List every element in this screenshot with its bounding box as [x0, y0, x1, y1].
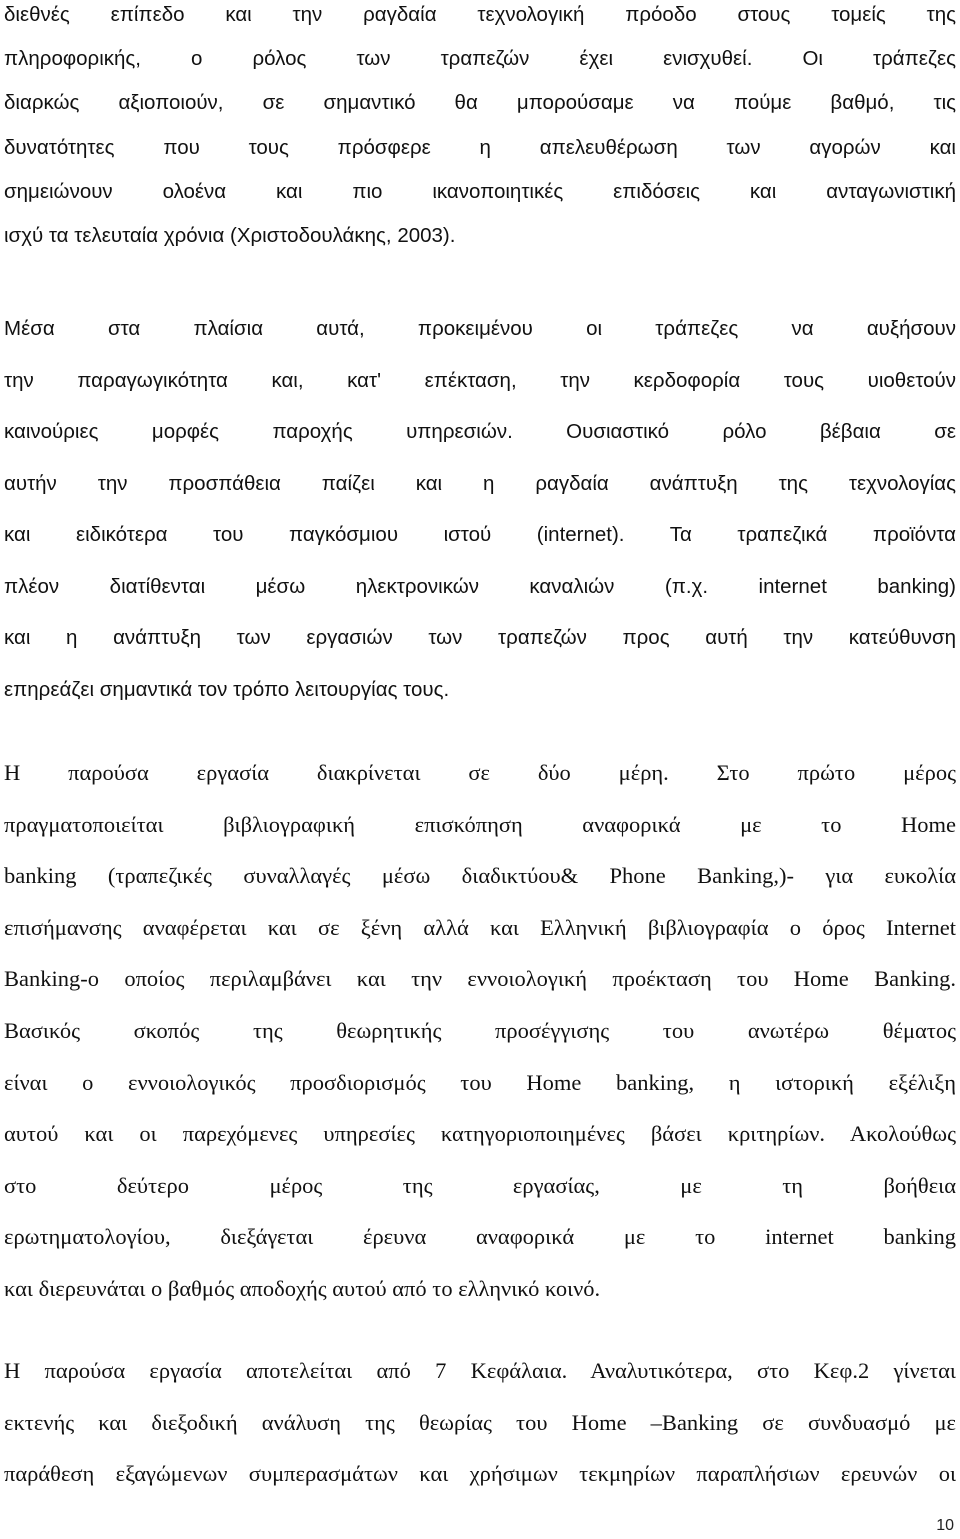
text-line: καινούριες μορφές παροχής υπηρεσιών. Ουσιαστικό ρόλο βέβαια σε — [4, 420, 956, 443]
text-line: Μέσα στα πλαίσια αυτά, προκειμένου οι τράπεζες να αυξήσουν — [4, 317, 956, 340]
text-line: πραγματοποιείται βιβλιογραφική επισκόπηση αναφορικά με το Home — [4, 811, 956, 837]
text-line: Banking-ο οποίος περιλαμβάνει και την εννοιολογική προέκταση του Home Banking. — [4, 966, 956, 992]
text-line: Η παρούσα εργασία αποτελείται από 7 Κεφάλαια. Αναλυτικότερα, στο Κεφ.2 γίνεται — [4, 1358, 956, 1383]
paragraph-1 — [4, 0, 956, 265]
text-line: την παραγωγικότητα και, κατ' επέκταση, την κερδοφορία τους υιοθετούν — [4, 368, 956, 392]
paragraph-2 — [4, 313, 956, 725]
text-line: επηρεάζει σημαντικά τον τρόπο λειτουργίας τους. — [4, 677, 450, 701]
paragraph-3 — [4, 757, 956, 1325]
text-line: στο δεύτερο μέρος της εργασίας, με τη βοήθεια — [4, 1172, 956, 1198]
text-line: παράθεση εξαγώμενων συμπερασμάτων και χρήσιμων τεκμηρίων παραπλήσιων ερευνών οι — [4, 1461, 956, 1486]
text-line: ισχύ τα τελευταία χρόνια (Χριστοδουλάκης, 2003). — [4, 223, 456, 247]
text-line: πλέον διατίθενται μέσω ηλεκτρονικών καναλιών (π.χ. internet banking) — [4, 574, 956, 598]
text-line: και η ανάπτυξη των εργασιών των τραπεζών προς αυτή την κατεύθυνση — [4, 626, 956, 649]
text-line: επισήμανσης αναφέρεται και σε ξένη αλλά και Ελληνική βιβλιογραφία ο όρος Internet — [4, 914, 956, 940]
text-line: ερωτηματολογίου, διεξάγεται έρευνα αναφορικά με το internet banking — [4, 1224, 956, 1250]
page-number: 10 — [936, 1517, 954, 1534]
text-line: εκτενής και διεξοδική ανάλυση της θεωρίας του Home –Banking σε συνδυασμό με — [4, 1409, 956, 1435]
text-line: είναι ο εννοιολογικός προσδιορισμός του Home banking, η ιστορική εξέλιξη — [4, 1069, 956, 1095]
text-line: Βασικός σκοπός της θεωρητικής προσέγγισης του ανωτέρω θέματος — [4, 1017, 956, 1043]
text-line: Η παρούσα εργασία διακρίνεται σε δύο μέρη. Στο πρώτο μέρος — [4, 760, 956, 785]
text-line: πληροφορικής, ο ρόλος των τραπεζών έχει ενισχυθεί. Οι τράπεζες — [4, 47, 956, 71]
text-line: και ειδικότερα του παγκόσμιου ιστού (internet). Τα τραπεζικά προϊόντα — [4, 523, 956, 546]
text-line: διαρκώς αξιοποιούν, σε σημαντικό θα μπορούσαμε να πούμε βαθμό, τις — [4, 91, 956, 115]
text-line: δυνατότητες που τους πρόσφερε η απελευθέρωση των αγορών και — [4, 135, 956, 159]
text-line: σημειώνουν ολοένα και πιο ικανοποιητικές επιδόσεις και ανταγωνιστική — [4, 179, 956, 203]
text-line: αυτήν την προσπάθεια παίζει και η ραγδαία ανάπτυξη της τεχνολογίας — [4, 471, 956, 495]
text-line: αυτού και οι παρεχόμενες υπηρεσίες κατηγοριοποιημένες βάσει κριτηρίων. Ακολούθως — [4, 1121, 956, 1147]
text-line: banking (τραπεζικές συναλλαγές μέσω διαδικτύου& Phone Banking,)- για ευκολία — [4, 863, 956, 889]
text-line: και διερευνάται ο βαθμός αποδοχής αυτού από το ελληνικό κοινό. — [4, 1275, 601, 1301]
paragraph-4 — [4, 1355, 956, 1510]
text-line: διεθνές επίπεδο και την ραγδαία τεχνολογική πρόοδο στους τομείς της — [4, 3, 956, 26]
